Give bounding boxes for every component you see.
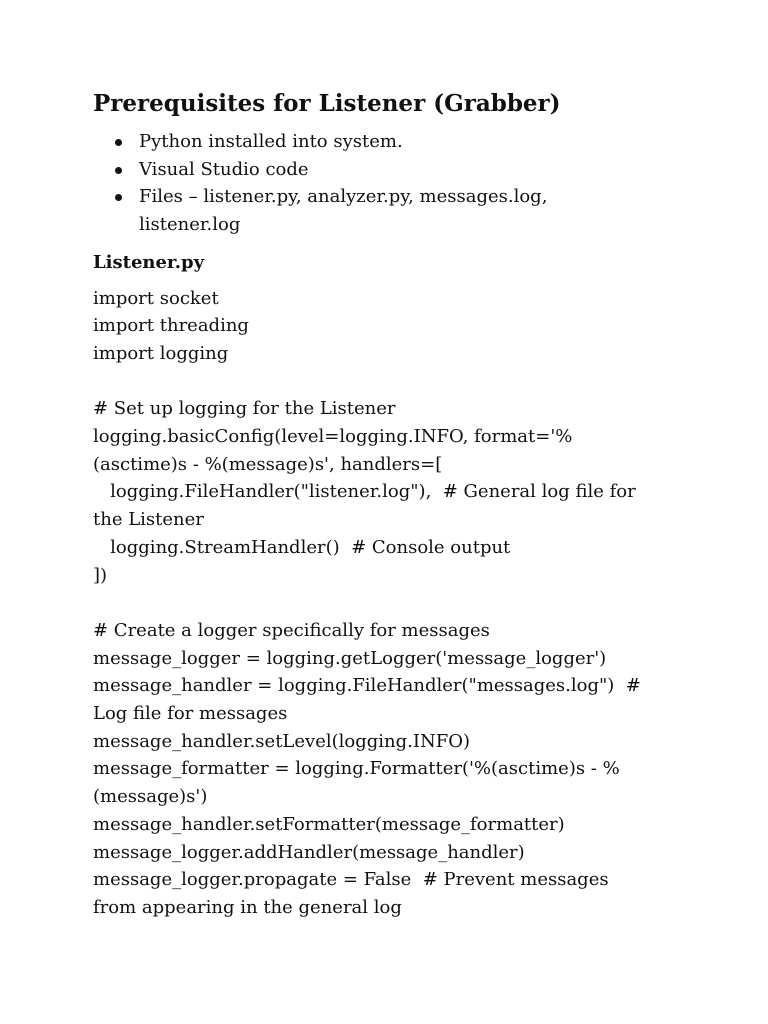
code-line: message_formatter = logging.Formatter('%(asctime)s - % — [93, 758, 620, 780]
list-item: Files – listener.py, analyzer.py, messages.log, listener.log — [93, 183, 693, 238]
prerequisites-list — [93, 128, 693, 238]
list-item: Visual Studio code — [93, 156, 693, 184]
code-line: from appearing in the general log — [93, 896, 402, 918]
code-line: import threading — [93, 315, 249, 337]
code-line: message_handler = logging.FileHandler("messages.log") # — [93, 675, 641, 697]
document-page — [93, 88, 693, 922]
code-line: import socket — [93, 287, 219, 309]
code-line: message_handler.setFormatter(message_formatter) — [93, 813, 565, 835]
code-line: ]) — [93, 564, 108, 586]
code-line: message_logger = logging.getLogger('message_logger') — [93, 647, 607, 669]
code-line-blank — [93, 368, 693, 396]
code-line: message_logger.addHandler(message_handler) — [93, 841, 525, 863]
code-line: message_handler.setLevel(logging.INFO) — [93, 730, 470, 752]
code-line: import logging — [93, 342, 229, 364]
code-line: message_logger.propagate = False # Prevent messages — [93, 869, 609, 891]
page-title: Prerequisites for Listener (Grabber) — [93, 90, 561, 117]
section-heading: Listener.py — [93, 252, 205, 273]
list-item: Python installed into system. — [93, 128, 693, 156]
code-line: Log file for messages — [93, 703, 288, 725]
code-line: logging.FileHandler("listener.log"), # General log file for — [93, 481, 636, 503]
code-line: (message)s') — [93, 786, 208, 808]
code-line-blank — [93, 589, 693, 617]
code-line: (asctime)s - %(message)s', handlers=[ — [93, 453, 443, 475]
code-line: logging.StreamHandler() # Console output — [93, 536, 511, 558]
code-line: # Set up logging for the Listener — [93, 398, 396, 420]
code-block — [93, 285, 693, 922]
code-line: the Listener — [93, 509, 204, 531]
code-line: # Create a logger specifically for messages — [93, 619, 490, 641]
code-line: logging.basicConfig(level=logging.INFO, format='% — [93, 426, 573, 447]
